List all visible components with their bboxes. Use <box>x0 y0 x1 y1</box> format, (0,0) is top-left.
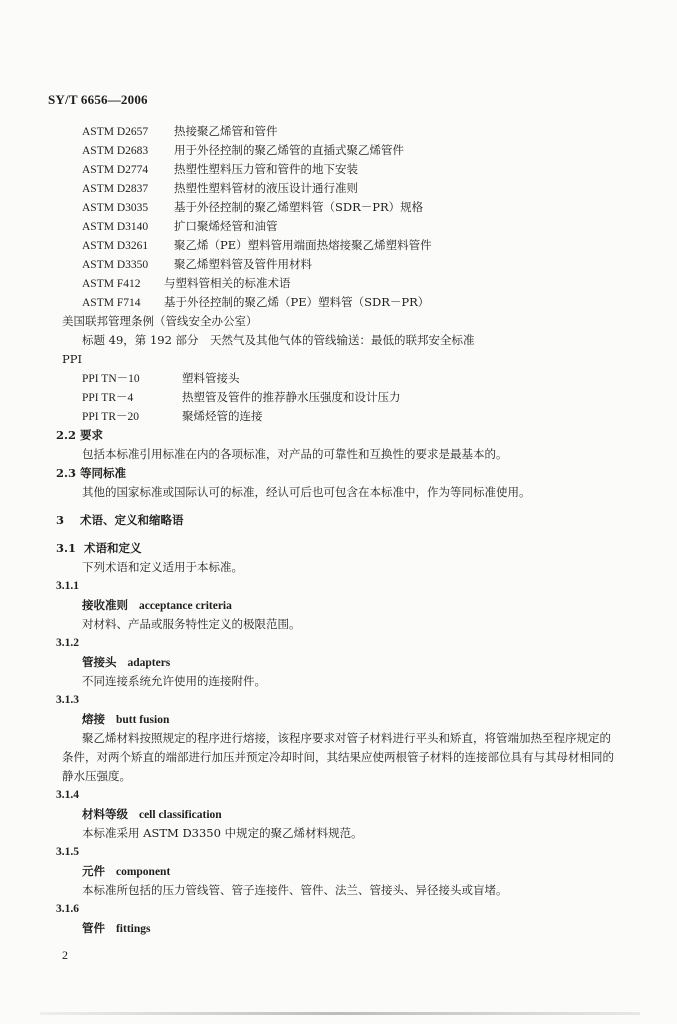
term-zh: 元件 <box>82 864 105 878</box>
reference-code: ASTM F714 <box>82 297 141 309</box>
reference-item <box>0 122 677 141</box>
term-en: adapters <box>127 657 171 669</box>
section-title: 等同标准 <box>80 466 126 480</box>
term-number: 3.1.2 <box>56 637 79 649</box>
term-heading <box>0 862 677 881</box>
term-zh: 管件 <box>82 921 105 935</box>
term-definition: 聚乙烯材料按照规定的程序进行熔接，该程序要求对管子材料进行平头和矫直，将管端加热至程序规定的条件，对两个矫直的端部进行加压并预定冷却时间，其结果应使两根管子材料的连接部位具有与其母材相同的静水压强度。 <box>62 731 614 783</box>
astm-reference-list <box>0 122 677 312</box>
term-zh: 材料等级 <box>82 807 128 821</box>
reference-item <box>0 369 677 388</box>
term-number: 3.1.5 <box>56 846 79 858</box>
term-en: fittings <box>115 923 151 935</box>
term-en: cell classification <box>138 809 222 821</box>
reference-item <box>0 274 677 293</box>
term-heading <box>0 596 677 615</box>
term-en: acceptance criteria <box>138 600 232 612</box>
reference-item <box>0 179 677 198</box>
reference-code: ASTM F412 <box>82 278 141 290</box>
reference-title: 与塑料管相关的标准术语 <box>164 276 291 290</box>
reference-code: ASTM D2657 <box>82 126 149 138</box>
reference-title: 热塑管及管件的推荐静水压强度和设计压力 <box>182 390 401 404</box>
reference-item <box>0 407 677 426</box>
term-zh: 管接头 <box>82 655 117 669</box>
term-number: 3.1.1 <box>56 580 79 592</box>
section-text: 其他的国家标准或国际认可的标准，经认可后也可包含在本标准中，作为等同标准使用。 <box>82 485 531 499</box>
reference-code: ASTM D3350 <box>82 259 149 271</box>
reference-code: ASTM D2774 <box>82 164 149 176</box>
section-number: 2.2 <box>56 428 77 442</box>
reference-item <box>0 293 677 312</box>
term-zh: 熔接 <box>82 712 105 726</box>
reference-code: PPI TN－10 <box>82 373 140 385</box>
section-text: 下列术语和定义适用于本标准。 <box>82 560 243 574</box>
term-heading <box>0 805 677 824</box>
reference-title: 用于外径控制的聚乙烯管的直插式聚乙烯管件 <box>174 143 404 157</box>
section-heading <box>0 539 677 558</box>
federal-item: 标题 49，第 192 部分 天然气及其他气体的管线输送：最低的联邦安全标准 <box>82 333 475 347</box>
reference-item <box>0 217 677 236</box>
ppi-heading: PPI <box>62 352 83 366</box>
reference-item <box>0 236 677 255</box>
reference-item <box>0 255 677 274</box>
term-heading <box>0 919 677 938</box>
section-number: 3.1 <box>56 541 77 555</box>
reference-item <box>0 388 677 407</box>
reference-code: PPI TR－4 <box>82 392 134 404</box>
chapter-title: 术语、定义和缩略语 <box>80 513 184 527</box>
term-zh: 接收准则 <box>82 598 128 612</box>
term-number: 3.1.3 <box>56 694 79 706</box>
chapter-number: 3 <box>56 513 65 527</box>
term-definition: 对材料、产品或服务特性定义的极限范围。 <box>82 617 301 631</box>
reference-code: ASTM D3035 <box>82 202 149 214</box>
term-number: 3.1.6 <box>56 903 79 915</box>
page-body <box>0 122 677 938</box>
reference-title: 聚乙烯（PE）塑料管用端面热熔接聚乙烯塑料管件 <box>174 238 432 252</box>
reference-code: ASTM D2683 <box>82 145 149 157</box>
section-heading <box>0 464 677 483</box>
reference-title: 热塑性塑料压力管和管件的地下安装 <box>174 162 358 176</box>
reference-item <box>0 160 677 179</box>
section-title: 术语和定义 <box>84 541 142 555</box>
term-definition: 本标准所包括的压力管线管、管子连接件、管件、法兰、管接头、异径接头或盲堵。 <box>82 883 508 897</box>
federal-heading: 美国联邦管理条例（管线安全办公室） <box>62 314 258 328</box>
scan-edge-shadow <box>40 1012 640 1015</box>
reference-title: 塑料管接头 <box>182 371 240 385</box>
term-heading <box>0 710 677 729</box>
term-number: 3.1.4 <box>56 789 79 801</box>
ppi-reference-list <box>0 369 677 426</box>
chapter-heading <box>0 511 677 530</box>
reference-title: 聚烯烃管的连接 <box>182 409 263 423</box>
term-definition: 本标准采用 ASTM D3350 中规定的聚乙烯材料规范。 <box>82 826 363 840</box>
section-title: 要求 <box>80 428 103 442</box>
reference-title: 聚乙烯塑料管及管件用材料 <box>174 257 312 271</box>
reference-code: ASTM D3261 <box>82 240 149 252</box>
section-text: 包括本标准引用标准在内的各项标准，对产品的可靠性和互换性的要求是最基本的。 <box>82 447 508 461</box>
reference-item <box>0 198 677 217</box>
term-en: butt fusion <box>115 714 170 726</box>
term-heading <box>0 653 677 672</box>
reference-title: 热接聚乙烯管和管件 <box>174 124 278 138</box>
document-header: SY/T 6656—2006 <box>48 92 148 107</box>
section-heading <box>0 426 677 445</box>
reference-code: ASTM D2837 <box>82 183 149 195</box>
term-definition: 不同连接系统允许使用的连接附件。 <box>82 674 266 688</box>
reference-code: ASTM D3140 <box>82 221 149 233</box>
reference-title: 扩口聚烯烃管和油管 <box>174 219 278 233</box>
reference-code: PPI TR－20 <box>82 411 139 423</box>
reference-title: 热塑性塑料管材的液压设计通行准则 <box>174 181 358 195</box>
reference-title: 基于外径控制的聚乙烯塑料管（SDR－PR）规格 <box>174 200 424 214</box>
term-en: component <box>115 866 171 878</box>
section-number: 2.3 <box>56 466 77 480</box>
reference-item <box>0 141 677 160</box>
reference-title: 基于外径控制的聚乙烯（PE）塑料管（SDR－PR） <box>164 295 430 309</box>
page-number: 2 <box>62 948 68 962</box>
